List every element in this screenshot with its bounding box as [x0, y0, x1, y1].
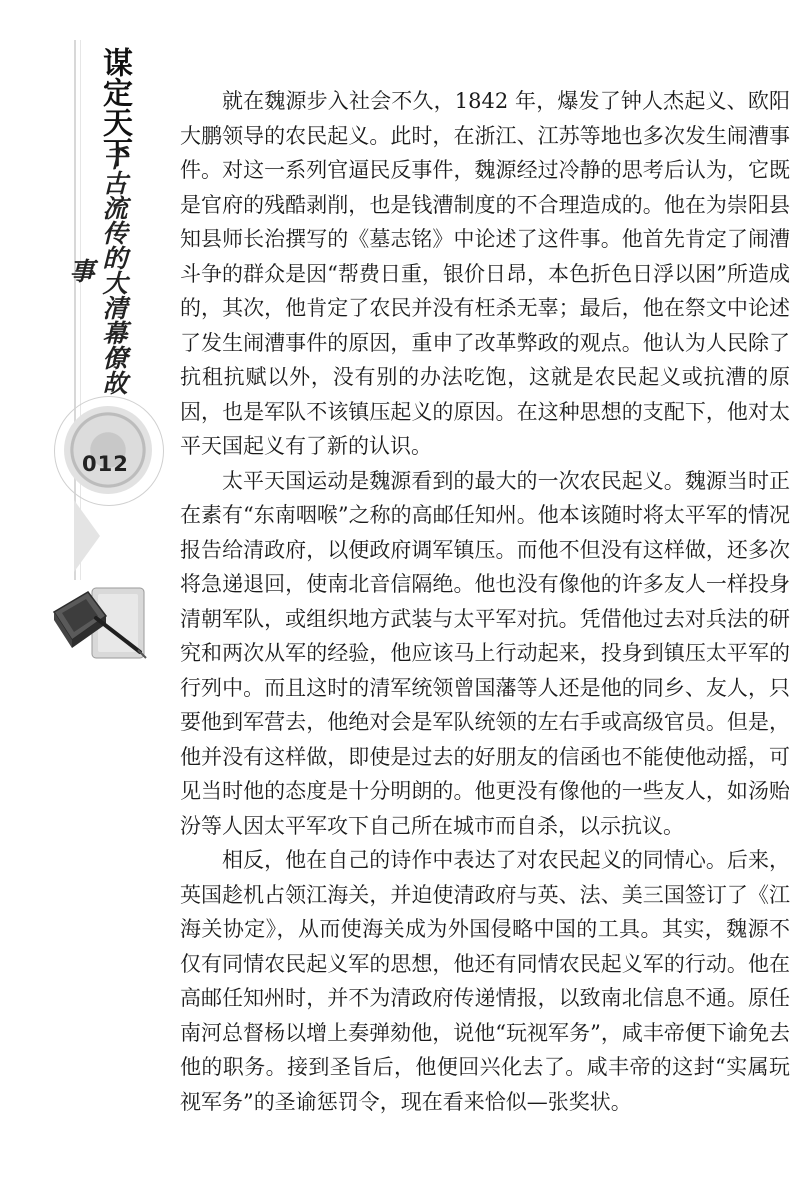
- book-subtitle: 千古流传的大清幕僚故事: [66, 145, 128, 395]
- book-title: 谋定天下: [97, 47, 132, 167]
- page-number: 012: [82, 452, 129, 476]
- article-body: [180, 84, 790, 1119]
- page-margin-decoration: [0, 0, 150, 1198]
- paragraph-2: 太平天国运动是魏源看到的最大的一次农民起义。魏源当时正在素有“东南咽喉”之称的高邮任知州。他本该随时将太平军的情况报告给清政府，以便政府调军镇压。而他不但没有这样做，还多次将急递退回，使南北音信隔绝。他也没有像他的许多友人一样投身清朝军队，或组织地方武装与太平军对抗。凭借他过去对兵法的研究和两次从军的经验，他应该马上行动起来，投身到镇压太平军的行列中。而且这时的清军统领曾国藩等人还是他的同乡、友人，只要他到军营去，他绝对会是军队统领的左右手或高级官员。但是，他并没有这样做，即使是过去的好朋友的信函也不能使他动摇，可见当时他的态度是十分明朗的。他更没有像他的一些友人，如汤贻汾等人因太平军攻下自己所在城市而自杀，以示抗议。: [180, 468, 790, 838]
- margin-rule-thin: [80, 40, 81, 580]
- paragraph-3: 相反，他在自己的诗作中表达了对农民起义的同情心。后来，英国趁机占领江海关，并迫使清政府与英、法、美三国签订了《江海关协定》，从而使海关成为外国侵略中国的工具。其实，魏源不仅有同情农民起义军的思想，他还有同情农民起义军的行动。他在高邮任知州时，并不为清政府传递情报，以致南北信息不通。原任南河总督杨以增上奏弹劾他，说他“玩视军务”，咸丰帝便下谕免去他的职务。接到圣旨后，他便回兴化去了。咸丰帝的这封“实属玩视军务”的圣谕惩罚令，现在看来恰似—张奖状。: [180, 848, 790, 1114]
- paragraph-1: 就在魏源步入社会不久，1842 年，爆发了钟人杰起义、欧阳大鹏领导的农民起义。此时，在浙江、江苏等地也多次发生闹漕事件。对这一系列官逼民反事件，魏源经过冷静的思考后认为，它既是官府的残酷剥削，也是钱漕制度的不合理造成的。他在为崇阳县知县师长治撰写的《墓志铭》中论述了这件事。他首先肯定了闹漕斗争的群众是因“帮费日重，银价日昂，本色折色日浮以困”所造成的，其次，他肯定了农民并没有枉杀无辜；最后，他在祭文中论述了发生闹漕事件的原因，重申了改革弊政的观点。他认为人民除了抗租抗赋以外，没有别的办法吃饱，这就是农民起义或抗漕的原因，也是军队不该镇压起义的原因。在这种思想的支配下，他对太平天国起义有了新的认识。: [180, 89, 790, 458]
- page-badge: [64, 406, 152, 494]
- margin-rule: [74, 40, 76, 580]
- ink-stone-and-brush-icon: [40, 560, 150, 670]
